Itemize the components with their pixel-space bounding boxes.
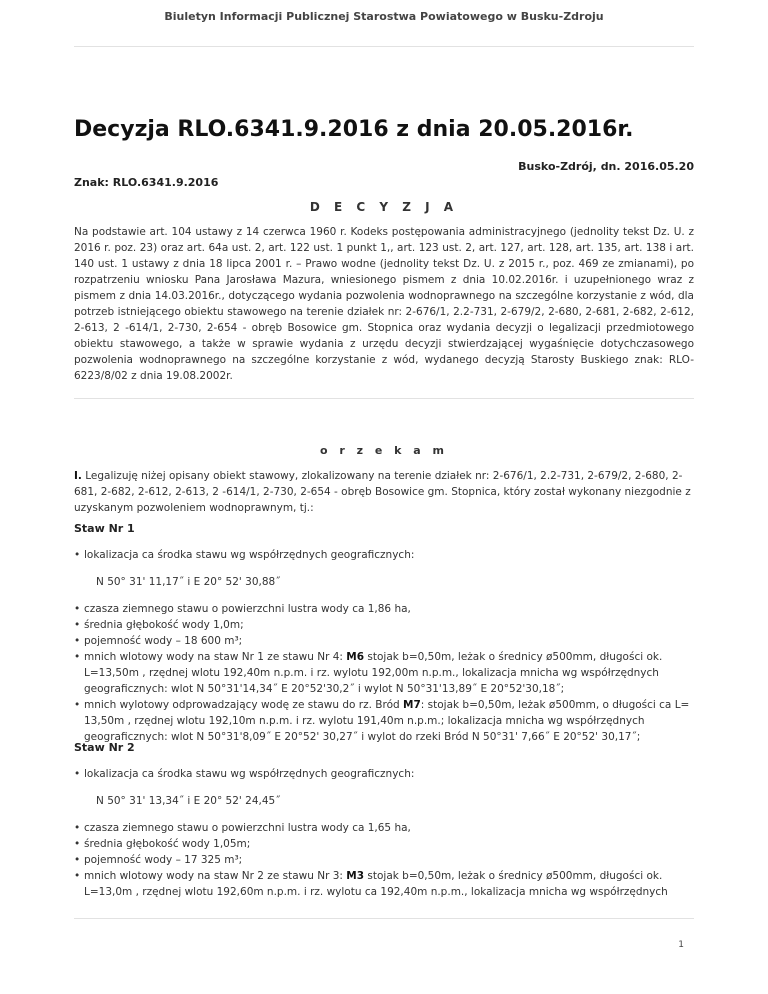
site-header [74,0,694,47]
list-item: • lokalizacja ca środka stawu wg współrzędnych geograficznych: [74,547,694,563]
divider [74,398,694,399]
list-item: • czasza ziemnego stawu o powierzchni lustra wody ca 1,86 ha, [74,601,694,617]
list-item: • średnia głębokość wody 1,05m; [74,836,694,852]
list-item: • pojemność wody – 18 600 m³; [74,633,694,649]
ruling-paragraph-label: I. [74,470,82,482]
site-title: Biuletyn Informacji Publicznej Starostwa Powiatowego w Busku-Zdroju [164,10,604,23]
footer-divider [74,918,694,919]
pond-2-coordinates: N 50° 31' 13,34˝ i E 20° 52' 24,45˝ [96,795,281,807]
page-number: 1 [678,940,684,950]
list-item: • czasza ziemnego stawu o powierzchni lustra wody ca 1,65 ha, [74,820,694,836]
list-item-text: mnich wlotowy wody na staw Nr 2 ze stawu Nr 3: [84,870,347,882]
list-item-text: stojak b=0,50m, leżak o średnicy ø500mm, długości ok. L=13,50m , rzędnej wlotu 192,40m n.p.m. i rz. wylotu 192,00m n.p.m., lokalizacja mnicha wg współrzędnych geograficznych: wlot N 50°31'14,34˝ E 20°52'30,2˝ i wylot N 50°31'13,89˝ E 20°52'30,18˝; [84,651,663,695]
ruling-paragraph-1 [74,468,694,516]
decision-heading: D E C Y Z J A [309,200,459,214]
list-item-code: M6 [346,651,365,663]
pond-2-details-list [74,820,694,900]
pond-1-location-list [74,547,694,563]
list-item: • lokalizacja ca środka stawu wg współrzędnych geograficznych: [74,766,694,782]
list-item [74,868,694,900]
list-item: • pojemność wody – 17 325 m³; [74,852,694,868]
list-item-text: : stojak b=0,50m, leżak ø500mm, o długości ca L= 13,50m , rzędnej wlotu 192,10m n.p.m. i rz. wylotu 191,40m n.p.m.; lokalizacja mnicha wg współrzędnych geograficznych: wlot N 50°31'8,09˝ E 20°52' 30,27˝ i wylot do rzeki Bród N 50°31' 7,66˝ E 20°52' 30,17˝; [84,699,690,743]
list-item-code: M3 [346,870,365,882]
pond-2-heading: Staw Nr 2 [74,741,135,754]
place-date: Busko-Zdrój, dn. 2016.05.20 [518,160,694,173]
pond-2-location-list [74,766,694,782]
intro-paragraph: Na podstawie art. 104 ustawy z 14 czerwca 1960 r. Kodeks postępowania administracyjnego (jednolity tekst Dz. U. z 2016 r. poz. 23) oraz art. 64a ust. 2, art. 122 ust. 1 punkt 1,, art. 123 ust. 2, art. 127, art. 128, art. 135, art. 138 i art. 140 ust. 1 ustawy z dnia 18 lipca 2001 r. – Prawo wodne (jednolity tekst Dz. U. z 2015 r., poz. 469 ze zmianami), po rozpatrzeniu wniosku Pana Jarosława Mazura, wniesionego pismem z dnia 10.02.2016r. i uzupełnionego wraz z pismem z dnia 14.03.2016r., dotyczącego wydania pozwolenia wodnoprawnego na szczególne korzystanie z wód, dla potrzeb istniejącego obiektu stawowego na terenie działek nr: 2-676/1, 2.2-731, 2-679/2, 2-680, 2-681, 2-682, 2-612, 2-613, 2 -614/1, 2-730, 2-654 - obręb Bosowice gm. Stopnica oraz wydania decyzji o legalizacji przedmiotowego obiektu stawowego, a także w sprawie wydania z urzędu decyzji stwierdzającej wygaśnięcie dotychczasowego pozwolenia wodnoprawnego na szczególne korzystanie z wód, wydanego decyzją Starosty Buskiego znak: RLO-6223/8/02 z dnia 19.08.2002r. [74,226,694,382]
page-title: Decyzja RLO.6341.9.2016 z dnia 20.05.2016r. [74,117,634,142]
list-item [74,649,694,697]
pond-1-coordinates: N 50° 31' 11,17˝ i E 20° 52' 30,88˝ [96,576,281,588]
pond-1-details-list [74,601,694,745]
pond-1-heading: Staw Nr 1 [74,522,135,535]
ruling-heading: o r z e k a m [319,444,449,457]
list-item-text: stojak b=0,50m, leżak o średnicy ø500mm, długości ok. L=13,0m , rzędnej wlotu 192,60m n.p.m. i rz. wylotu ca 192,40m n.p.m., lokalizacja mnicha wg współrzędnych [84,870,668,898]
ruling-paragraph-text: Legalizuję niżej opisany obiekt stawowy, zlokalizowany na terenie działek nr: 2-676/1, 2.2-731, 2-679/2, 2-680, 2-681, 2-682, 2-612, 2-613, 2 -614/1, 2-730, 2-654 - obręb Bosowice gm. Stopnica, który został wykonany niezgodnie z uzyskanym pozwoleniem wodnoprawnym, tj.: [74,470,691,514]
list-item-code: M7 [403,699,421,711]
list-item-text: mnich wlotowy wody na staw Nr 1 ze stawu Nr 4: [84,651,347,663]
reference-number: Znak: RLO.6341.9.2016 [74,176,219,189]
list-item [74,697,694,745]
list-item-text: mnich wylotowy odprowadzający wodę ze stawu do rz. Bród [84,699,403,711]
list-item: • średnia głębokość wody 1,0m; [74,617,694,633]
